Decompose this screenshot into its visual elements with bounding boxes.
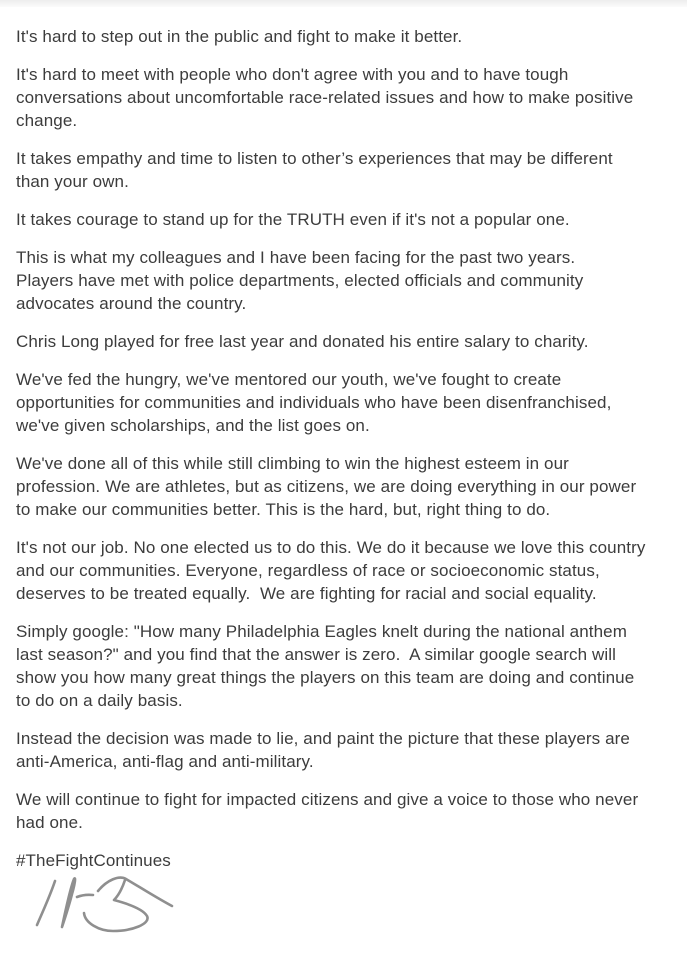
paragraph-line: to make our communities better. This is the hard, but, right thing to do. [16,500,551,519]
paragraph-line: Simply google: "How many Philadelphia Eagles knelt during the national anthem [16,622,627,641]
paragraph [16,25,671,48]
paragraph [16,368,671,437]
paragraph-line: We've done all of this while still climbing to win the highest esteem in our [16,454,569,473]
paragraph-line: profession. We are athletes, but as citizens, we are doing everything in our power [16,477,637,496]
paragraph-line: Chris Long played for free last year and donated his entire salary to charity. [16,332,589,351]
paragraph-line: We will continue to fight for impacted citizens and give a voice to those who never [16,790,639,809]
paragraph-line: and our communities. Everyone, regardless of race or socioeconomic status, [16,561,600,580]
paragraph-line: show you how many great things the players on this team are doing and continue [16,668,635,687]
paragraph-line: Instead the decision was made to lie, and paint the picture that these players are [16,729,630,748]
paragraph-line: Players have met with police departments, elected officials and community [16,271,584,290]
paragraph-line: to do on a daily basis. [16,691,183,710]
paragraph-line: deserves to be treated equally. We are fighting for racial and social equality. [16,584,597,603]
paragraph-line: It takes courage to stand up for the TRUTH even if it's not a popular one. [16,210,570,229]
paragraph-line: It's hard to meet with people who don't agree with you and to have tough [16,65,569,84]
signature [35,876,671,938]
statement-body [16,25,671,834]
paragraph [16,788,671,834]
paragraph [16,727,671,773]
paragraph-line: anti-America, anti-flag and anti-military. [16,752,314,771]
hashtag-line: #TheFightContinues [16,851,171,870]
paragraph-line: had one. [16,813,83,832]
paragraph-line: conversations about uncomfortable race-related issues and how to make positive [16,88,634,107]
signature-scrawl-icon [35,876,187,938]
paragraph-line: This is what my colleagues and I have been facing for the past two years. [16,248,576,267]
paragraph [16,147,671,193]
paragraph-line: We've fed the hungry, we've mentored our youth, we've fought to create [16,370,562,389]
top-edge-artifact [0,0,687,7]
paragraph [16,208,671,231]
paragraph-line: advocates around the country. [16,294,247,313]
paragraph-line: last season?" and you find that the answer is zero. A similar google search will [16,645,617,664]
paragraph [16,63,671,132]
paragraph [16,452,671,521]
paragraph [16,536,671,605]
paragraph-line: It's not our job. No one elected us to do this. We do it because we love this country [16,538,646,557]
paragraph-line: we've given scholarships, and the list goes on. [16,416,370,435]
paragraph [16,620,671,712]
paragraph-line: than your own. [16,172,129,191]
paragraph-line: It's hard to step out in the public and fight to make it better. [16,27,463,46]
paragraph [16,330,671,353]
paragraph-line: opportunities for communities and individuals who have been disenfranchised, [16,393,612,412]
paragraph-line: It takes empathy and time to listen to other’s experiences that may be different [16,149,613,168]
statement-page [0,7,687,938]
paragraph-line: change. [16,111,78,130]
paragraph [16,246,671,315]
